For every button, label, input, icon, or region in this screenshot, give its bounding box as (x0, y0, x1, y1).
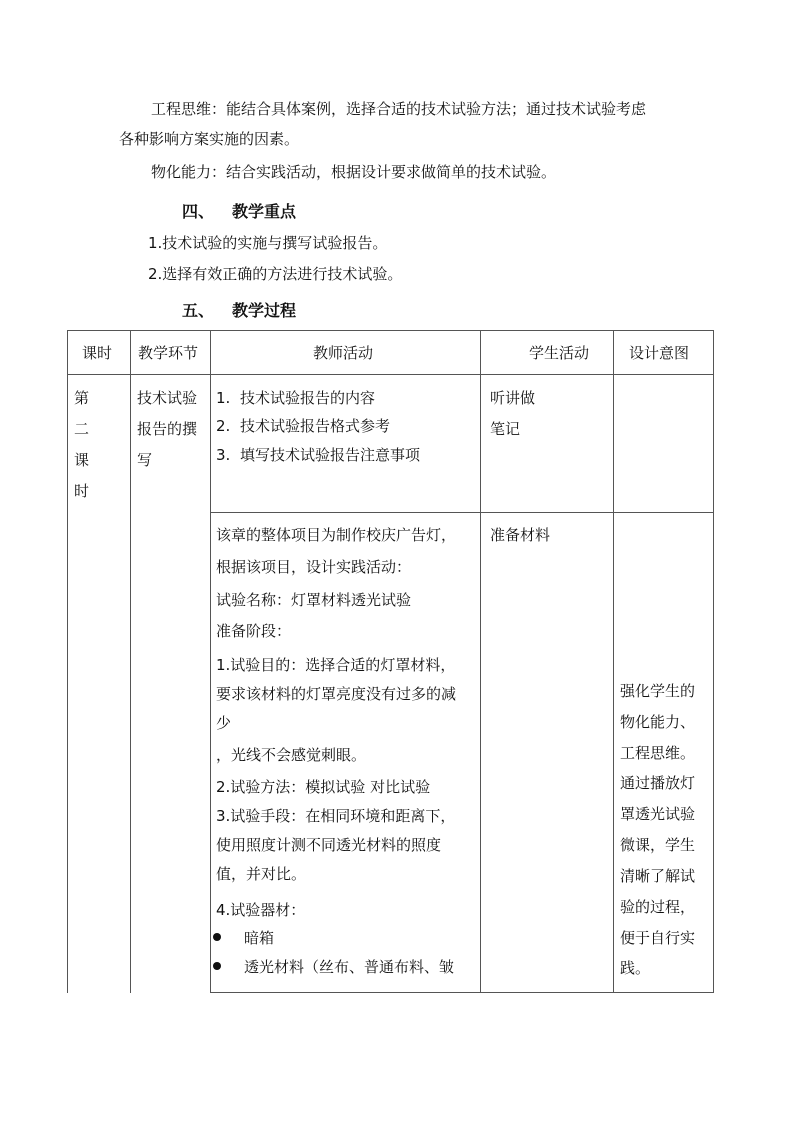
table-col-border-5 (713, 330, 714, 993)
intent-line-9: 便于自行实 (620, 929, 696, 947)
link-line-3: 写 (137, 451, 153, 469)
intent-line-3: 工程思维。 (620, 744, 696, 762)
period-char-3: 课 (74, 451, 90, 469)
teacher-row2-line-1: 该章的整体项目为制作校庆广告灯， (216, 526, 457, 544)
teacher-row2-line-13: 4.试验器材： (216, 901, 306, 919)
intent-line-5: 罩透光试验 (620, 805, 696, 823)
header-link: 教学环节 (138, 344, 199, 362)
intent-line-8: 验的过程， (620, 898, 696, 916)
section-5-number: 五、 (182, 301, 215, 320)
intent-line-6: 微课，学生 (620, 836, 696, 854)
header-design-intent: 设计意图 (629, 344, 690, 362)
teacher-row2-line-12: 值，并对比。 (216, 865, 307, 883)
intro-paragraph-2: 物化能力：结合实践活动，根据设计要求做简单的技术试验。 (151, 163, 557, 181)
teacher-row2-line-4: 准备阶段： (216, 622, 292, 640)
period-char-2: 二 (74, 420, 90, 438)
table-col-border-3 (480, 330, 481, 993)
table-row2-bottom-border (210, 992, 714, 993)
teacher-item-2-text: 技术试验报告格式参考 (240, 417, 391, 435)
teacher-item-3-number: 3. (216, 446, 231, 464)
teacher-item-1-number: 1. (216, 389, 231, 407)
period-char-4: 时 (74, 482, 90, 500)
section-4-title: 教学重点 (232, 202, 297, 221)
intent-line-7: 清晰了解试 (620, 867, 696, 885)
teacher-row2-line-2: 根据该项目，设计实践活动： (216, 558, 412, 576)
table-col-border-1 (130, 330, 131, 993)
link-line-1: 技术试验 (137, 389, 198, 407)
teacher-item-1-text: 技术试验报告的内容 (240, 389, 376, 407)
link-line-2: 报告的撰 (137, 420, 198, 438)
bullet-icon (213, 933, 221, 941)
teacher-row2-line-9: 2.试验方法：模拟试验 对比试验 (216, 778, 431, 796)
table-top-border (67, 330, 714, 331)
table-header-bottom-border (67, 374, 714, 375)
section-4-number: 四、 (182, 202, 215, 221)
teacher-row2-line-8: ，光线不会感觉刺眼。 (216, 746, 367, 764)
intent-line-2: 物化能力、 (620, 713, 696, 731)
student-row1-line-1: 听讲做 (490, 389, 536, 407)
table-col-border-4 (613, 330, 614, 993)
teacher-row2-line-7: 少 (216, 714, 232, 732)
table-col-border-0 (67, 330, 68, 993)
teacher-row2-line-6: 要求该材料的灯罩亮度没有过多的减 (216, 685, 457, 703)
bullet-icon (213, 962, 221, 970)
teacher-row2-line-11: 使用照度计测不同透光材料的照度 (216, 836, 442, 854)
intro-paragraph-1-line-2: 各种影响方案实施的因素。 (119, 130, 300, 148)
header-period: 课时 (82, 344, 113, 362)
teacher-row2-line-5: 1.试验目的：选择合适的灯罩材料， (216, 656, 456, 674)
intent-line-4: 通过播放灯 (620, 774, 696, 792)
teacher-row2-bullet-2: 透光材料（丝布、普通布料、皱 (244, 958, 455, 976)
student-row1-line-2: 笔记 (490, 420, 521, 438)
intent-line-1: 强化学生的 (620, 682, 696, 700)
teacher-row2-line-3: 试验名称：灯罩材料透光试验 (216, 591, 412, 609)
header-teacher-activity: 教师活动 (313, 344, 374, 362)
section-4-item-2: 2.选择有效正确的方法进行技术试验。 (148, 265, 403, 283)
teacher-item-3-text: 填写技术试验报告注意事项 (240, 446, 421, 464)
teacher-row2-line-10: 3.试验手段：在相同环境和距离下， (216, 807, 456, 825)
table-col-border-2 (210, 330, 211, 993)
student-row2-line-1: 准备材料 (490, 526, 551, 544)
period-char-1: 第 (74, 389, 90, 407)
header-student-activity: 学生活动 (529, 344, 590, 362)
section-5-title: 教学过程 (232, 301, 297, 320)
teacher-item-2-number: 2. (216, 417, 231, 435)
table-row1-bottom-border (210, 512, 714, 513)
intent-line-10: 践。 (620, 959, 651, 977)
teacher-row2-bullet-1: 暗箱 (244, 929, 275, 947)
intro-paragraph-1-line-1: 工程思维：能结合具体案例，选择合适的技术试验方法；通过技术试验考虑 (151, 100, 647, 118)
section-4-item-1: 1.技术试验的实施与撰写试验报告。 (148, 234, 388, 252)
